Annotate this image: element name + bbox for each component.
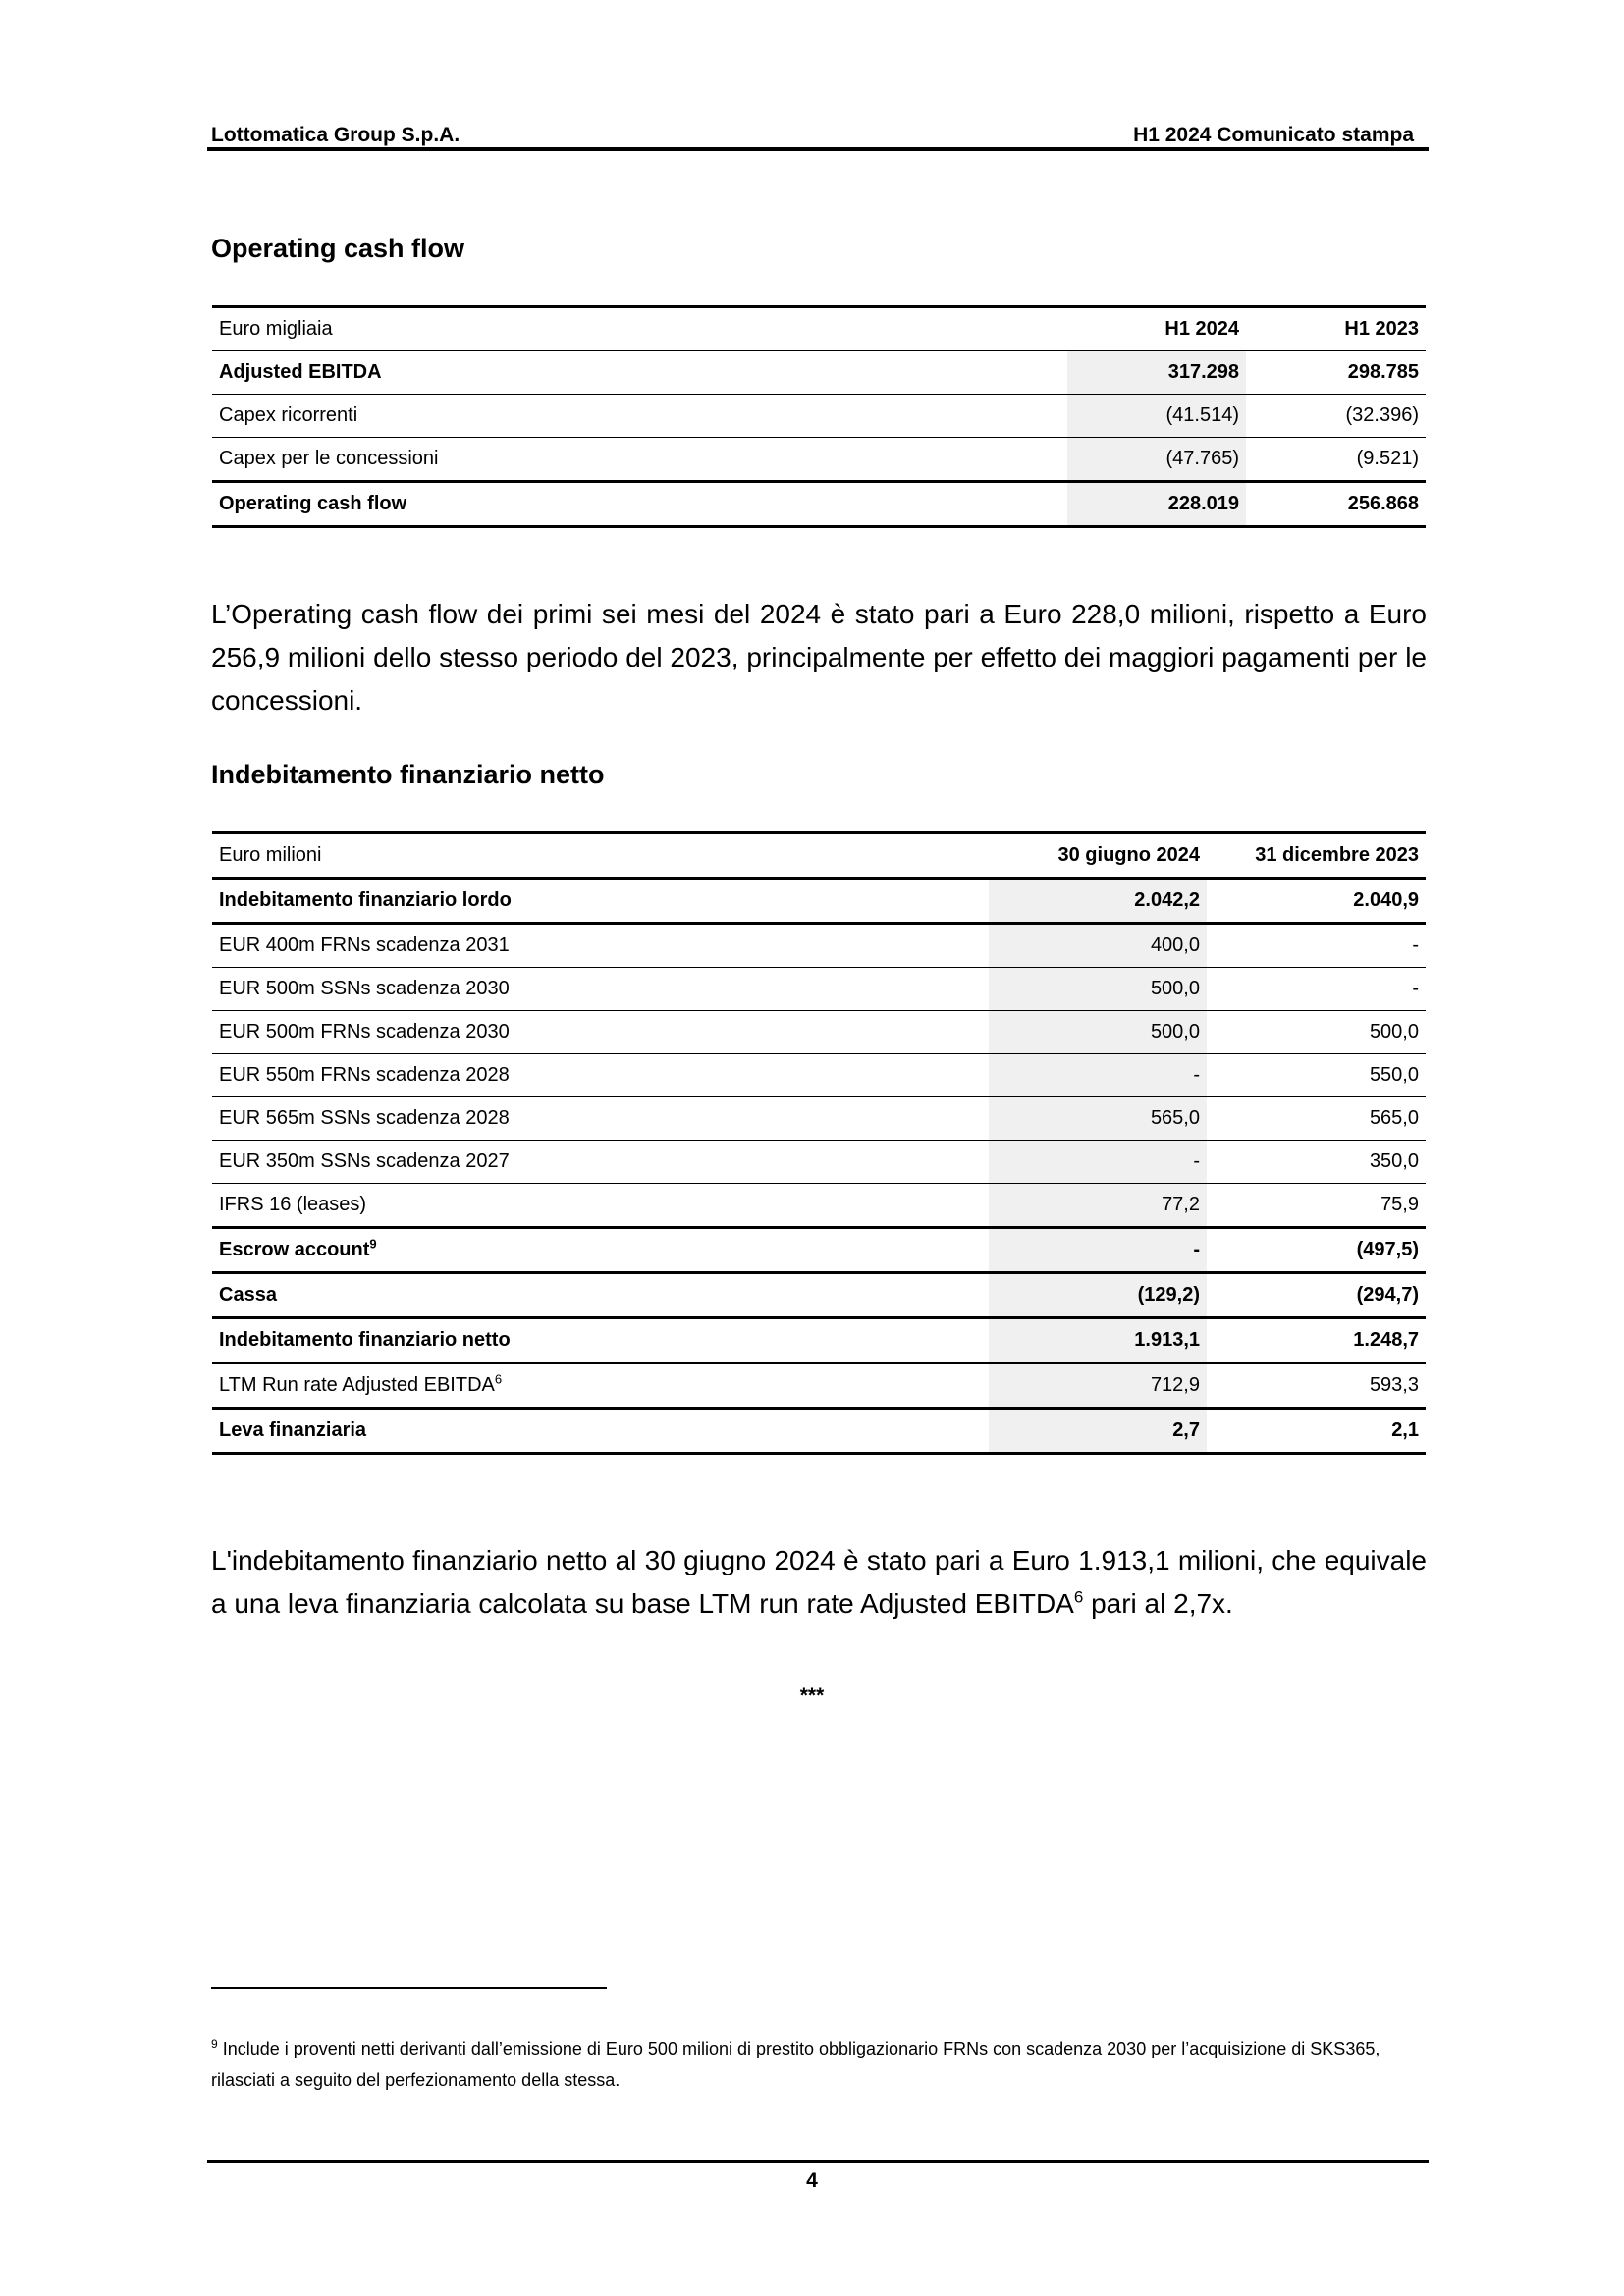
section-separator: *** [799, 1684, 825, 1707]
row-label: Leva finanziaria [212, 1409, 988, 1454]
row-value-dec-2023: 500,0 [1207, 1011, 1426, 1054]
table-row [212, 1097, 1426, 1141]
table-row [212, 968, 1426, 1011]
row-label [212, 1228, 988, 1273]
page-header [211, 114, 1428, 147]
row-label-text: Escrow account [219, 1239, 370, 1260]
row-label: EUR 550m FRNs scadenza 2028 [212, 1054, 988, 1097]
table-row [212, 438, 1426, 482]
row-value-jun-2024: - [988, 1228, 1207, 1273]
header-company: Lottomatica Group S.p.A. [211, 124, 460, 146]
debt-col1-header: 30 giugno 2024 [988, 833, 1207, 879]
debt-paragraph [211, 1539, 1427, 1626]
debt-header-row [212, 833, 1426, 879]
row-label-text: LTM Run rate Adjusted EBITDA [219, 1374, 495, 1396]
row-value-jun-2024: 2.042,2 [988, 879, 1207, 924]
row-value-dec-2023: - [1207, 968, 1426, 1011]
row-label: EUR 500m FRNs scadenza 2030 [212, 1011, 988, 1054]
row-value-dec-2023: 2.040,9 [1207, 879, 1426, 924]
row-value-dec-2023: - [1207, 924, 1426, 968]
row-label: Operating cash flow [212, 482, 1066, 527]
row-value-jun-2024: 1.913,1 [988, 1318, 1207, 1363]
row-value-h1-2024: 317.298 [1066, 351, 1246, 395]
debt-col2-header: 31 dicembre 2023 [1207, 833, 1426, 879]
row-label: IFRS 16 (leases) [212, 1184, 988, 1228]
header-doc-title: H1 2024 Comunicato stampa [1133, 124, 1414, 146]
row-value-dec-2023: 565,0 [1207, 1097, 1426, 1141]
row-value-h1-2024: (41.514) [1066, 395, 1246, 438]
debt-paragraph-text: L'indebitamento finanziario netto al 30 giugno 2024 è stato pari a Euro 1.913,1 milioni, che equivale a una leva finanziaria calcolata su base LTM run rate Adjusted EBITDA [211, 1545, 1427, 1619]
ocf-unit-label: Euro migliaia [212, 307, 1066, 351]
row-value-jun-2024: 400,0 [988, 924, 1207, 968]
table-row [212, 1011, 1426, 1054]
row-label: Capex ricorrenti [212, 395, 1066, 438]
row-value-dec-2023: 2,1 [1207, 1409, 1426, 1454]
footnote-ref: 6 [494, 1371, 503, 1387]
row-value-dec-2023: 75,9 [1207, 1184, 1426, 1228]
row-value-dec-2023: (497,5) [1207, 1228, 1426, 1273]
ocf-col2-header: H1 2023 [1246, 307, 1426, 351]
table-row [212, 879, 1426, 924]
row-label: EUR 350m SSNs scadenza 2027 [212, 1141, 988, 1184]
row-value-jun-2024: 2,7 [988, 1409, 1207, 1454]
row-value-h1-2023: 298.785 [1246, 351, 1426, 395]
table-row [212, 1054, 1426, 1097]
debt-unit-label: Euro milioni [212, 833, 988, 879]
row-value-h1-2023: (9.521) [1246, 438, 1426, 482]
header-rule [207, 147, 1429, 151]
row-value-h1-2024: (47.765) [1066, 438, 1246, 482]
footnote-number: 9 [211, 2037, 218, 2051]
table-row [212, 1273, 1426, 1318]
row-value-h1-2023: (32.396) [1246, 395, 1426, 438]
table-row [212, 1184, 1426, 1228]
ocf-header-row [212, 307, 1426, 351]
row-value-dec-2023: 350,0 [1207, 1141, 1426, 1184]
footer-rule [207, 2160, 1429, 2163]
debt-section-title: Indebitamento finanziario netto [211, 760, 605, 789]
row-value-dec-2023: 550,0 [1207, 1054, 1426, 1097]
table-row [212, 1318, 1426, 1363]
row-value-jun-2024: - [988, 1054, 1207, 1097]
table-row [212, 1409, 1426, 1454]
footnote-rule [211, 1987, 607, 1989]
row-label [212, 1363, 988, 1409]
row-label: EUR 565m SSNs scadenza 2028 [212, 1097, 988, 1141]
footnote-ref: 9 [369, 1236, 377, 1252]
row-label: Adjusted EBITDA [212, 351, 1066, 395]
row-value-jun-2024: - [988, 1141, 1207, 1184]
table-row [212, 1141, 1426, 1184]
table-row [212, 1228, 1426, 1273]
row-value-h1-2024: 228.019 [1066, 482, 1246, 527]
row-label: EUR 400m FRNs scadenza 2031 [212, 924, 988, 968]
row-value-dec-2023: 1.248,7 [1207, 1318, 1426, 1363]
row-value-h1-2023: 256.868 [1246, 482, 1426, 527]
row-value-jun-2024: 77,2 [988, 1184, 1207, 1228]
ocf-col1-header: H1 2024 [1066, 307, 1246, 351]
footnote-text: Include i proventi netti derivanti dall’emissione di Euro 500 milioni di prestito obbligazionario FRNs con scadenza 2030 per l’acquisizione di SKS365, rilasciati a seguito del perfezionamento della stessa. [211, 2039, 1380, 2090]
row-value-jun-2024: 500,0 [988, 968, 1207, 1011]
footnote [211, 2033, 1427, 2096]
row-value-jun-2024: (129,2) [988, 1273, 1207, 1318]
page-number: 4 [806, 2169, 818, 2192]
row-label: Indebitamento finanziario lordo [212, 879, 988, 924]
ocf-table [212, 305, 1426, 528]
row-value-jun-2024: 500,0 [988, 1011, 1207, 1054]
table-row [212, 351, 1426, 395]
row-value-jun-2024: 565,0 [988, 1097, 1207, 1141]
row-label: EUR 500m SSNs scadenza 2030 [212, 968, 988, 1011]
row-label: Indebitamento finanziario netto [212, 1318, 988, 1363]
table-row [212, 1363, 1426, 1409]
debt-paragraph-tail: pari al 2,7x. [1083, 1588, 1233, 1619]
row-value-jun-2024: 712,9 [988, 1363, 1207, 1409]
row-label: Cassa [212, 1273, 988, 1318]
debt-table [212, 831, 1426, 1455]
table-row [212, 482, 1426, 527]
ocf-paragraph: L’Operating cash flow dei primi sei mesi del 2024 è stato pari a Euro 228,0 milioni, rispetto a Euro 256,9 milioni dello stesso periodo del 2023, principalmente per effetto dei maggiori pagamenti per le concessioni. [211, 599, 1427, 716]
row-value-dec-2023: 593,3 [1207, 1363, 1426, 1409]
table-row [212, 395, 1426, 438]
ocf-section-title: Operating cash flow [211, 234, 465, 263]
row-label: Capex per le concessioni [212, 438, 1066, 482]
table-row [212, 924, 1426, 968]
row-value-dec-2023: (294,7) [1207, 1273, 1426, 1318]
footnote-ref: 6 [1073, 1587, 1084, 1607]
